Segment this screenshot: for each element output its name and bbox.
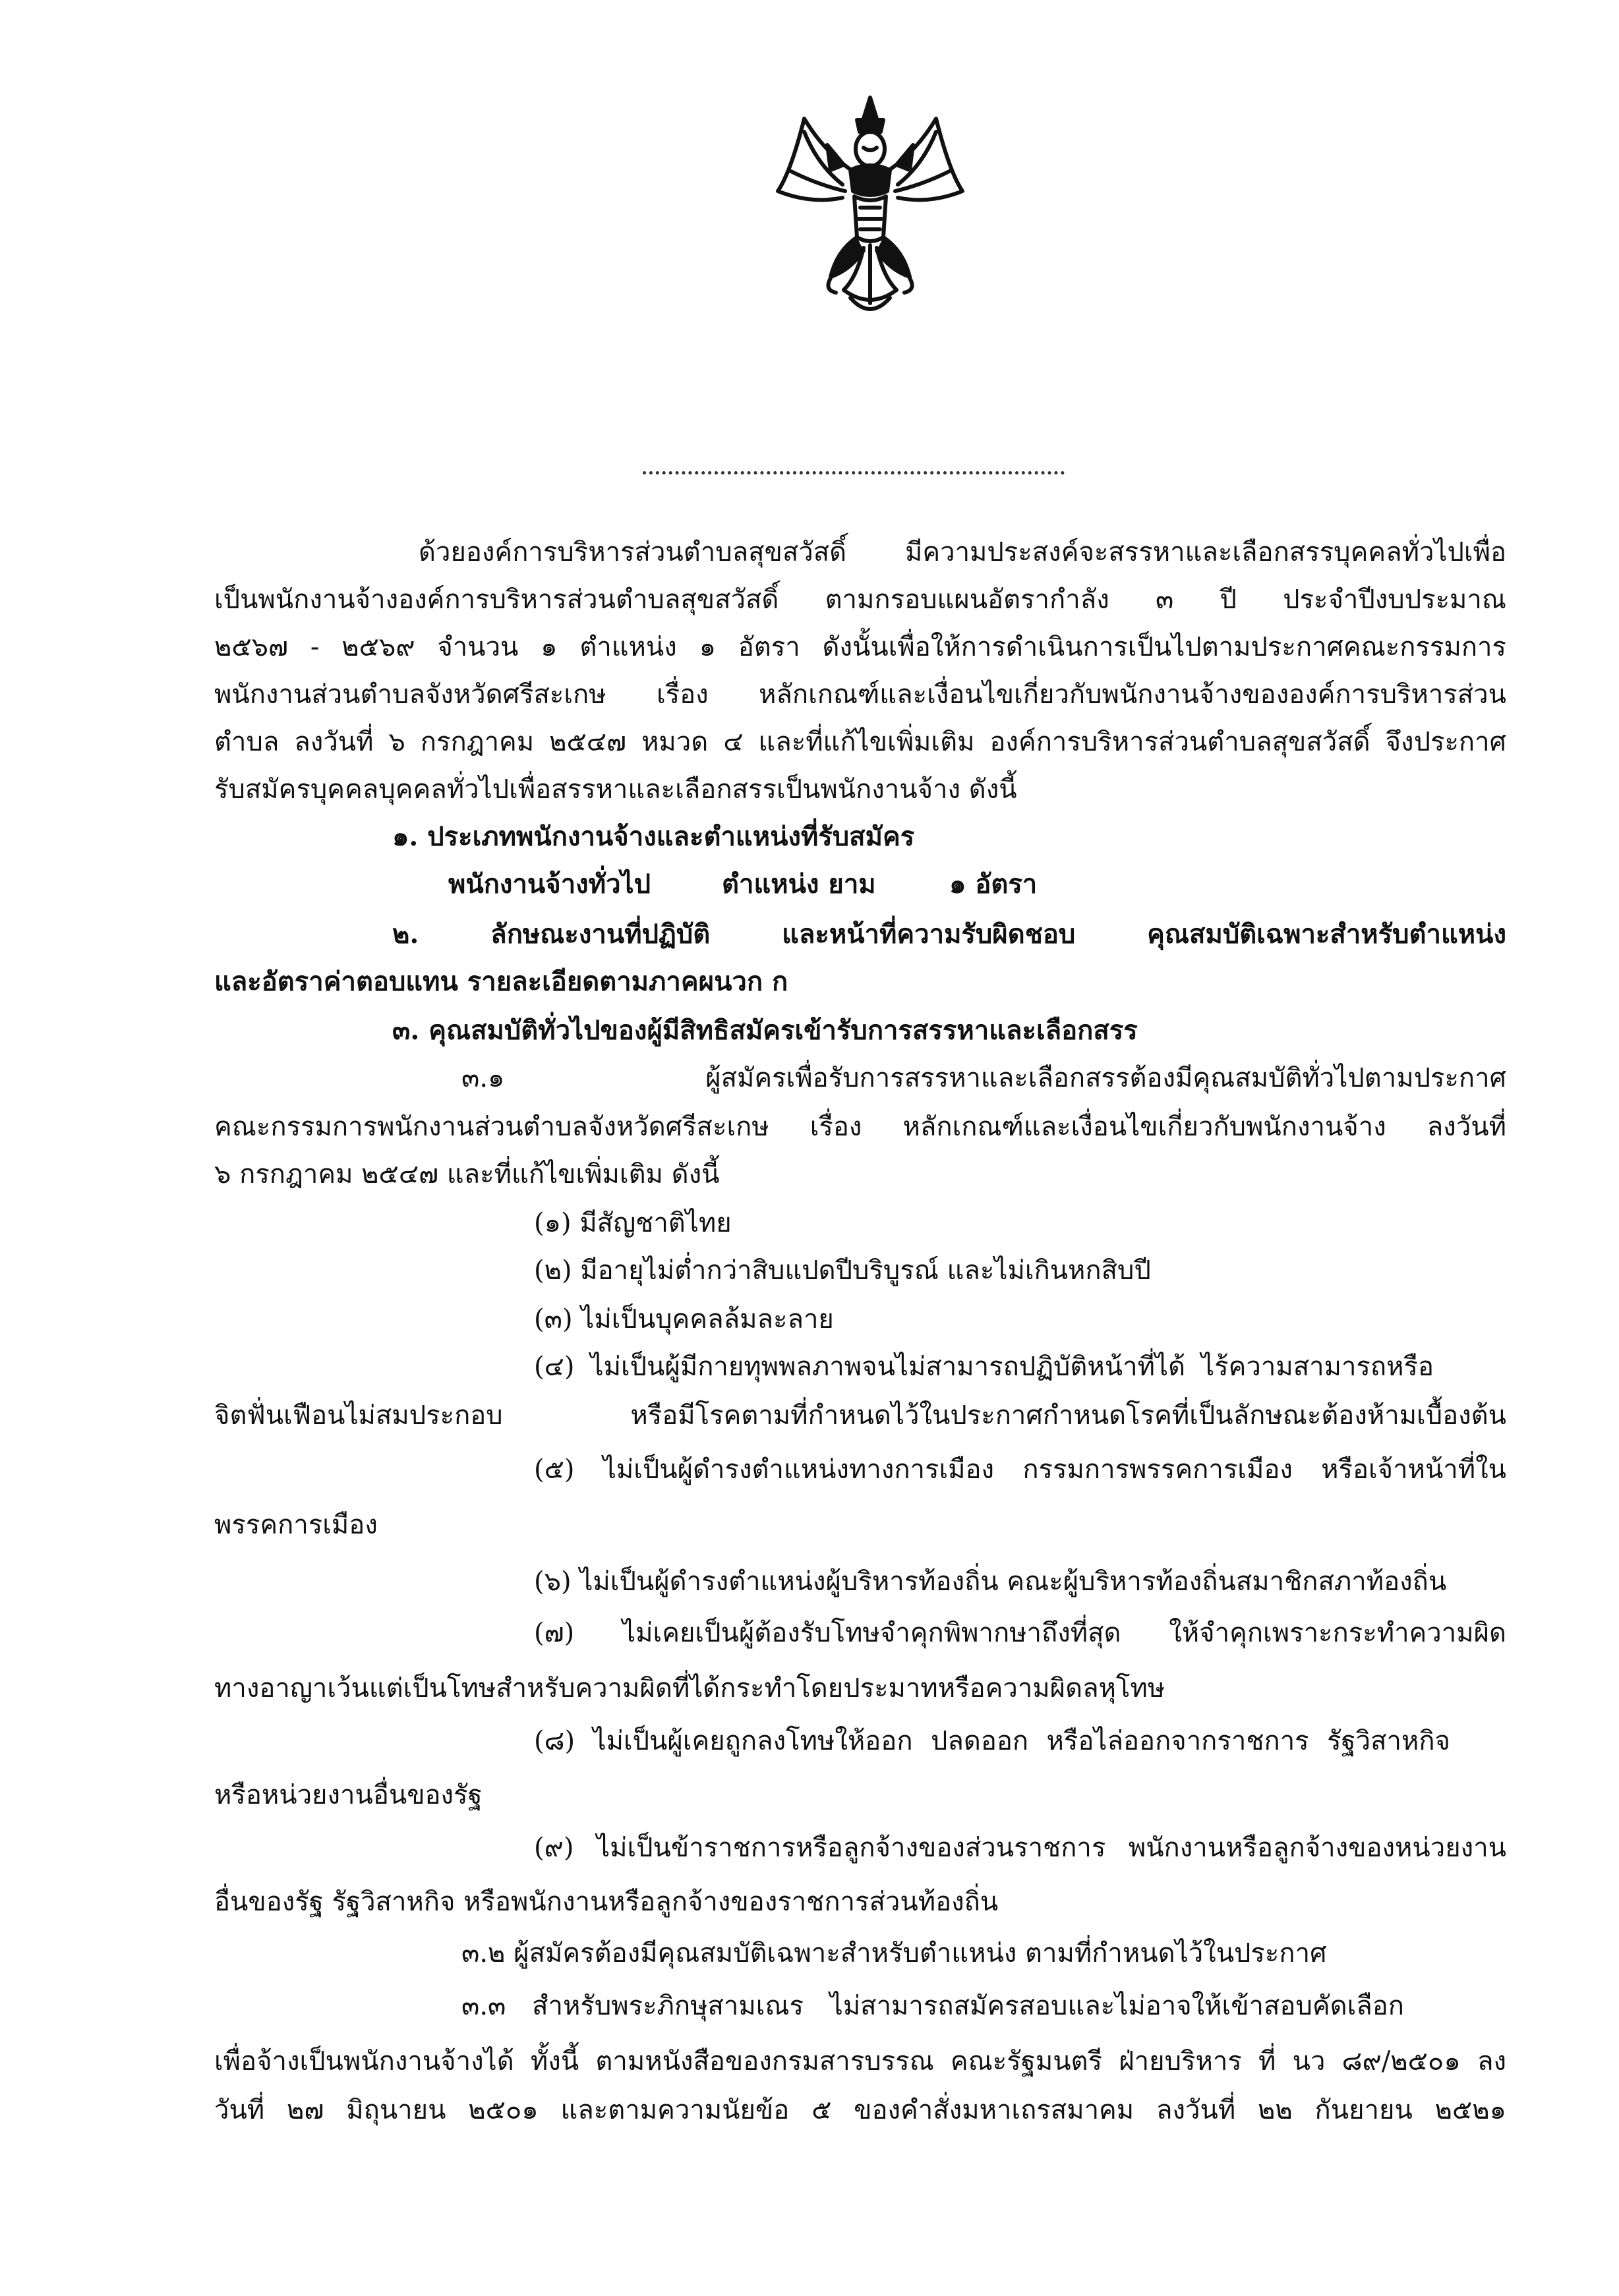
qualification-item-5-line-2: พรรคการเมือง xyxy=(214,1510,378,1540)
intro-line-2: เป็นพนักงานจ้างองค์การบริหารส่วนตำบลสุขสวัสดิ์ ตามกรอบแผนอัตรากำลัง ๓ ปี ประจำปีงบประมาณ xyxy=(214,585,1506,615)
qualification-item-2: (๒) มีอายุไม่ต่ำกว่าสิบแปดปีบริบูรณ์ และไม่เกินหกสิบปี xyxy=(534,1255,1151,1286)
clause-3-1-line-3: ๖ กรกฎาคม ๒๕๔๗ และที่แก้ไขเพิ่มเติม ดังนี้ xyxy=(214,1159,720,1190)
qualification-item-7-line-2: ทางอาญาเว้นแต่เป็นโทษสำหรับความผิดที่ได้กระทำโดยประมาทหรือความผิดลหุโทษ xyxy=(214,1673,1165,1704)
qualification-item-6: (๖) ไม่เป็นผู้ดำรงตำแหน่งผู้บริหารท้องถิ่น คณะผู้บริหารท้องถิ่นสมาชิกสภาท้องถิ่น xyxy=(534,1566,1447,1597)
qualification-item-5-line-1: (๕) ไม่เป็นผู้ดำรงตำแหน่งทางการเมือง กรรมการพรรคการเมือง หรือเจ้าหน้าที่ใน xyxy=(534,1454,1506,1485)
title-separator xyxy=(643,471,1065,474)
section-3-heading: ๓. คุณสมบัติทั่วไปของผู้มีสิทธิสมัครเข้ารับการสรรหาและเลือกสรร xyxy=(392,1015,1138,1046)
section-1-count: ๑ อัตรา xyxy=(949,869,1038,900)
section-1-position: ตำแหน่ง ยาม xyxy=(722,869,876,900)
garuda-emblem xyxy=(765,92,976,323)
document-title xyxy=(0,353,1619,393)
intro-line-5: ตำบล ลงวันที่ ๖ กรกฎาคม ๒๕๔๗ หมวด ๔ และที่แก้ไขเพิ่มเติม องค์การบริหารส่วนตำบลสุขสวัสดิ์ จึงประกาศ xyxy=(214,727,1506,757)
document-subject xyxy=(0,401,1619,440)
clause-3-3-line-3: วันที่ ๒๗ มิถุนายน ๒๕๐๑ และตามความนัยข้อ ๕ ของคำสั่งมหาเถรสมาคม ลงวันที่ ๒๒ กันยายน ๒๕๒๑ xyxy=(214,2095,1506,2125)
intro-line-1: ด้วยองค์การบริหารส่วนตำบลสุขสวัสดิ์ มีความประสงค์จะสรรหาและเลือกสรรบุคคลทั่วไปเพื่อ xyxy=(419,537,1506,567)
qualification-item-3: (๓) ไม่เป็นบุคคลล้มละลาย xyxy=(534,1304,834,1335)
qualification-item-7-line-1: (๗) ไม่เคยเป็นผู้ต้องรับโทษจำคุกพิพากษาถึงที่สุด ให้จำคุกเพราะกระทำความผิด xyxy=(534,1618,1506,1648)
clause-3-3-line-1: ๓.๓ สำหรับพระภิกษุสามเณร ไม่สามารถสมัครสอบและไม่อาจให้เข้าสอบคัดเลือก xyxy=(461,1991,1404,2021)
intro-line-4: พนักงานส่วนตำบลจังหวัดศรีสะเกษ เรื่อง หลักเกณฑ์และเงื่อนไขเกี่ยวกับพนักงานจ้างขององค์การบริหารส่วน xyxy=(214,679,1506,710)
qualification-item-8-line-2: หรือหน่วยงานอื่นของรัฐ xyxy=(214,1780,483,1810)
qualification-item-4-line-2: จิตฟั่นเฟือนไม่สมประกอบ หรือมีโรคตามที่กำหนดไว้ในประกาศกำหนดโรคที่เป็นลักษณะต้องห้ามเบื้องต้น xyxy=(214,1400,1506,1431)
clause-3-3-line-2: เพื่อจ้างเป็นพนักงานจ้างได้ ทั้งนี้ ตามหนังสือของกรมสารบรรณ คณะรัฐมนตรี ฝ่ายบริหาร ที่ นว ๘๙/๒๕๐๑ ลง xyxy=(214,2046,1506,2077)
intro-line-6: รับสมัครบุคคลบุคคลทั่วไปเพื่อสรรหาและเลือกสรรเป็นพนักงานจ้าง ดังนี้ xyxy=(214,774,1017,805)
section-1-heading: ๑. ประเภทพนักงานจ้างและตำแหน่งที่รับสมัคร xyxy=(392,821,915,852)
section-2-line-2: และอัตราค่าตอบแทน รายละเอียดตามภาคผนวก ก xyxy=(214,966,788,997)
clause-3-1-line-2: คณะกรรมการพนักงานส่วนตำบลจังหวัดศรีสะเกษ เรื่อง หลักเกณฑ์และเงื่อนไขเกี่ยวกับพนักงานจ้าง ลงวันที่ xyxy=(214,1112,1506,1142)
qualification-item-9-line-2: อื่นของรัฐ รัฐวิสาหกิจ หรือพนักงานหรือลูกจ้างของราชการส่วนท้องถิ่น xyxy=(214,1887,999,1917)
clause-3-1-line-1: ๓.๑ ผู้สมัครเพื่อรับการสรรหาและเลือกสรรต้องมีคุณสมบัติทั่วไปตามประกาศ xyxy=(461,1063,1506,1093)
clause-3-2: ๓.๒ ผู้สมัครต้องมีคุณสมบัติเฉพาะสำหรับตำแหน่ง ตามที่กำหนดไว้ในประกาศ xyxy=(461,1938,1327,1968)
section-2-line-1: ๒. ลักษณะงานที่ปฏิบัติ และหน้าที่ความรับผิดชอบ คุณสมบัติเฉพาะสำหรับตำแหน่ง xyxy=(392,919,1506,950)
intro-line-3: ๒๕๖๗ - ๒๕๖๙ จำนวน ๑ ตำแหน่ง ๑ อัตรา ดังนั้นเพื่อให้การดำเนินการเป็นไปตามประกาศคณะกรรมการ xyxy=(214,632,1506,662)
qualification-item-1: (๑) มีสัญชาติไทย xyxy=(534,1208,732,1238)
section-1-employee-type: พนักงานจ้างทั่วไป xyxy=(448,869,651,900)
qualification-item-8-line-1: (๘) ไม่เป็นผู้เคยถูกลงโทษให้ออก ปลดออก หรือไล่ออกจากราชการ รัฐวิสาหกิจ xyxy=(534,1726,1450,1756)
qualification-item-9-line-1: (๙) ไม่เป็นข้าราชการหรือลูกจ้างของส่วนราชการ พนักงานหรือลูกจ้างของหน่วยงาน xyxy=(534,1833,1506,1863)
qualification-item-4-line-1: (๔) ไม่เป็นผู้มีกายทุพพลภาพจนไม่สามารถปฏิบัติหน้าที่ได้ ไร้ความสามารถหรือ xyxy=(534,1352,1434,1382)
